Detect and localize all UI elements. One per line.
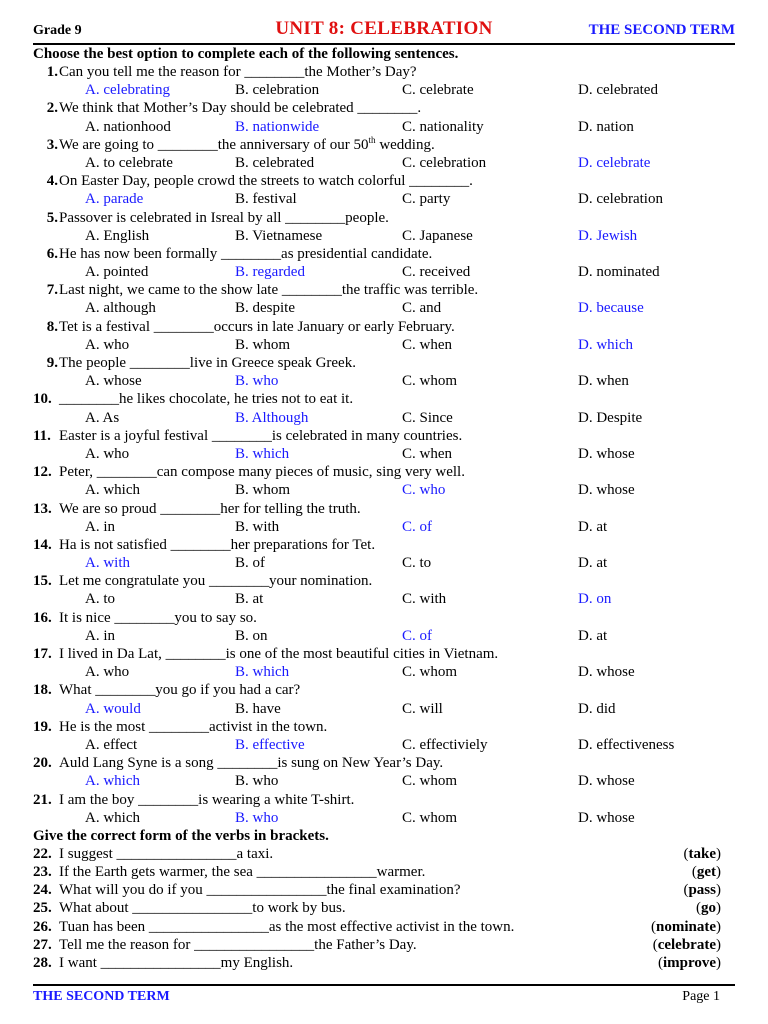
question-text: Tuan has been ________________as the most effective activist in the town. <box>59 918 515 935</box>
question-line <box>33 681 736 699</box>
option: A. effect <box>85 736 138 753</box>
option: A. pointed <box>85 264 149 281</box>
question-number: 5. <box>46 209 58 226</box>
option: A. nationhood <box>85 118 171 135</box>
answer-option: D. because <box>578 300 644 317</box>
option: B. whom <box>235 336 291 353</box>
option: D. when <box>578 373 629 390</box>
option: A. although <box>85 300 156 317</box>
question-line <box>33 136 736 154</box>
options-row <box>33 372 736 390</box>
option: B. of <box>235 555 265 572</box>
option: A. to celebrate <box>85 154 173 171</box>
options-row <box>33 518 736 536</box>
question-line <box>33 63 736 81</box>
option: D. whose <box>578 664 635 681</box>
question-text: If the Earth gets warmer, the sea ________________warmer. <box>59 864 426 881</box>
answer-option: B. which <box>235 664 290 681</box>
option: C. will <box>402 700 443 717</box>
answer-option: B. which <box>235 445 290 462</box>
grade-label: Grade 9 <box>33 23 82 38</box>
option: D. celebrated <box>578 82 658 99</box>
question-text: Ha is not satisfied ________her preparations for Tet. <box>59 536 376 553</box>
options-row <box>33 263 736 281</box>
option: A. which <box>85 482 140 499</box>
option: D. whose <box>578 482 635 499</box>
question-line <box>33 463 736 481</box>
option: B. have <box>235 700 281 717</box>
question-number: 26. <box>33 918 52 935</box>
verb-question-line <box>33 936 736 954</box>
option: C. whom <box>402 664 458 681</box>
question-text: He has now been formally ________as presidential candidate. <box>59 245 433 262</box>
option: B. despite <box>235 300 295 317</box>
question-text: I lived in Da Lat, ________is one of the most beautiful cities in Vietnam. <box>59 646 499 662</box>
question-line <box>33 609 736 627</box>
question-text: I am the boy ________is wearing a white T-shirt. <box>59 791 355 808</box>
options-row <box>33 809 736 827</box>
question-number: 4. <box>46 173 58 190</box>
options-row <box>33 190 736 208</box>
question-text: Tell me the reason for ________________the Father’s Day. <box>59 936 417 953</box>
question-number: 2. <box>46 100 58 117</box>
question-number: 8. <box>46 318 58 335</box>
question-line <box>33 754 736 772</box>
option: D. whose <box>578 809 635 826</box>
question-line <box>33 172 736 190</box>
question-line <box>33 427 736 445</box>
option: C. whom <box>402 373 458 390</box>
question-line <box>33 245 736 263</box>
option: B. festival <box>235 191 297 208</box>
option: C. party <box>402 191 451 208</box>
section-title-multiple-choice: Choose the best option to complete each of the following sentences. <box>33 46 459 62</box>
options-row <box>33 336 736 354</box>
option: B. celebrated <box>235 154 315 171</box>
verb-form-list <box>33 845 736 972</box>
unit-title: UNIT 8: CELEBRATION <box>275 18 493 39</box>
question-line <box>33 99 736 117</box>
answer-option: A. parade <box>85 191 144 208</box>
answer-option: B. nationwide <box>235 118 320 135</box>
worksheet-content <box>33 45 736 972</box>
question-text: What ________you go if you had a car? <box>59 682 301 699</box>
option: C. to <box>402 555 432 572</box>
answer-option: A. with <box>85 555 130 572</box>
verb-word: nominate <box>656 918 716 935</box>
options-row <box>33 700 736 718</box>
verb-question-line <box>33 881 736 899</box>
option: D. effectiveness <box>578 736 675 753</box>
options-row <box>33 481 736 499</box>
verb-hint: (go) <box>696 900 721 917</box>
option: A. which <box>85 809 140 826</box>
question-number: 14. <box>33 536 52 553</box>
option: A. to <box>85 591 115 608</box>
question-superscript: th <box>368 134 376 145</box>
question-text: Tet is a festival ________occurs in late January or early February. <box>59 318 455 335</box>
verb-hint: (nominate) <box>651 918 721 935</box>
question-number: 27. <box>33 936 52 953</box>
question-number: 28. <box>33 955 52 971</box>
options-row <box>33 736 736 754</box>
option: D. nominated <box>578 264 660 281</box>
page-header <box>33 18 735 42</box>
options-row <box>33 590 736 608</box>
question-text: We think that Mother’s Day should be celebrated ________. <box>59 100 422 117</box>
question-number: 20. <box>33 755 52 772</box>
answer-option: D. Jewish <box>578 227 638 244</box>
question-number: 24. <box>33 882 52 899</box>
question-text: We are so proud ________her for telling the truth. <box>59 500 361 517</box>
verb-hint: (get) <box>691 864 721 881</box>
option: D. celebration <box>578 191 663 208</box>
question-text: ________he likes chocolate, he tries not to eat it. <box>59 391 354 408</box>
verb-word: take <box>688 845 716 862</box>
question-number: 21. <box>33 791 52 808</box>
answer-option: B. who <box>235 373 279 390</box>
question-text: Can you tell me the reason for ________the Mother’s Day? <box>59 64 417 80</box>
option: A. who <box>85 445 130 462</box>
option: C. celebrate <box>402 82 474 99</box>
option: D. nation <box>578 118 634 135</box>
question-line <box>33 572 736 590</box>
option: B. at <box>235 591 264 608</box>
question-number: 12. <box>33 464 52 481</box>
option: C. when <box>402 336 452 353</box>
question-number: 10. <box>33 391 52 408</box>
option: B. celebration <box>235 82 320 99</box>
option: D. at <box>578 518 608 535</box>
option: C. and <box>402 300 442 317</box>
option: C. effectiviely <box>402 736 488 753</box>
options-row <box>33 409 736 427</box>
question-line <box>33 645 736 663</box>
question-number: 16. <box>33 609 52 626</box>
question-text: What about ________________to work by bus. <box>59 900 346 917</box>
verb-question-line <box>33 918 736 936</box>
question-text-end: wedding. <box>375 136 435 153</box>
options-row <box>33 118 736 136</box>
question-text: Auld Lang Syne is a song ________is sung on New Year’s Day. <box>59 755 444 772</box>
page-number: Page 1 <box>682 989 720 1004</box>
answer-option: A. which <box>85 773 140 790</box>
question-number: 23. <box>33 864 52 881</box>
question-line <box>33 390 736 408</box>
answer-option: A. celebrating <box>85 82 170 99</box>
question-number: 19. <box>33 718 52 735</box>
question-number: 22. <box>33 845 52 862</box>
question-number: 1. <box>46 64 58 80</box>
question-text: Easter is a joyful festival ________is celebrated in many countries. <box>59 427 463 444</box>
option: D. whose <box>578 773 635 790</box>
options-row <box>33 154 736 172</box>
question-number: 18. <box>33 682 52 699</box>
option: A. English <box>85 227 150 244</box>
question-number: 11. <box>33 427 51 444</box>
option: A. As <box>85 409 120 426</box>
answer-option: D. on <box>578 591 612 608</box>
option: C. whom <box>402 809 458 826</box>
option: D. Despite <box>578 409 643 426</box>
option: D. whose <box>578 445 635 462</box>
verb-hint: (improve) <box>657 955 721 971</box>
question-line <box>33 281 736 299</box>
question-line <box>33 354 736 372</box>
option: C. nationality <box>402 118 484 135</box>
question-text: Peter, ________can compose many pieces of music, sing very well. <box>59 464 465 481</box>
answer-option: B. who <box>235 809 279 826</box>
question-line <box>33 318 736 336</box>
question-text: It is nice ________you to say so. <box>59 609 257 626</box>
question-number: 7. <box>46 282 58 299</box>
options-row <box>33 772 736 790</box>
question-text: Passover is celebrated in Isreal by all ________people. <box>59 209 389 226</box>
verb-word: get <box>696 864 716 881</box>
verb-word: celebrate <box>657 936 716 953</box>
option: B. Vietnamese <box>235 227 323 244</box>
option: A. in <box>85 518 115 535</box>
footer-divider <box>33 984 735 986</box>
question-number: 9. <box>46 355 58 371</box>
verb-word: pass <box>688 882 716 899</box>
question-number: 17. <box>33 646 52 662</box>
question-line <box>33 791 736 809</box>
option: C. with <box>402 591 447 608</box>
verb-hint: (take) <box>683 845 721 862</box>
answer-option: B. regarded <box>235 264 305 281</box>
answer-option: B. effective <box>235 736 305 753</box>
question-number: 25. <box>33 900 52 917</box>
question-text: Last night, we came to the show late ________the traffic was terrible. <box>59 282 479 299</box>
question-text: Let me congratulate you ________your nomination. <box>59 573 373 590</box>
answer-option: A. would <box>85 700 141 717</box>
options-row <box>33 227 736 245</box>
question-line <box>33 536 736 554</box>
verb-question-line <box>33 954 736 972</box>
option: D. at <box>578 555 608 572</box>
options-row <box>33 627 736 645</box>
answer-option: B. Although <box>235 409 309 426</box>
options-row <box>33 663 736 681</box>
option: B. who <box>235 773 279 790</box>
verb-question-line <box>33 863 736 881</box>
question-text: I want ________________my English. <box>59 955 294 971</box>
question-line <box>33 718 736 736</box>
options-row <box>33 554 736 572</box>
option: A. whose <box>85 373 142 390</box>
option: A. who <box>85 664 130 681</box>
options-row <box>33 299 736 317</box>
option: C. whom <box>402 773 458 790</box>
option: C. when <box>402 445 452 462</box>
options-row <box>33 445 736 463</box>
option: A. in <box>85 627 115 644</box>
verb-question-line <box>33 899 736 917</box>
option: C. celebration <box>402 154 487 171</box>
answer-option: D. which <box>578 336 633 353</box>
answer-option: C. who <box>402 482 446 499</box>
section-title-verb-forms: Give the correct form of the verbs in brackets. <box>33 827 329 844</box>
question-line <box>33 500 736 518</box>
question-number: 3. <box>46 136 58 153</box>
answer-option: D. celebrate <box>578 154 651 171</box>
question-text: What will you do if you ________________the final examination? <box>59 882 461 899</box>
question-text: On Easter Day, people crowd the streets to watch colorful ________. <box>59 173 473 190</box>
footer-term: THE SECOND TERM <box>33 989 170 1004</box>
question-number: 6. <box>46 245 58 262</box>
option: D. at <box>578 627 608 644</box>
answer-option: C. of <box>402 627 432 644</box>
option: B. with <box>235 518 280 535</box>
question-text: We are going to ________the anniversary of our 50 <box>59 136 369 153</box>
question-number: 15. <box>33 573 52 590</box>
verb-hint: (celebrate) <box>652 936 721 953</box>
answer-option: C. of <box>402 518 432 535</box>
option: B. on <box>235 627 268 644</box>
verb-question-line <box>33 845 736 863</box>
option: D. did <box>578 700 616 717</box>
option: C. received <box>402 264 471 281</box>
option: A. who <box>85 336 130 353</box>
option: C. Japanese <box>402 227 473 244</box>
question-line <box>33 209 736 227</box>
verb-hint: (pass) <box>683 882 721 899</box>
question-text: The people ________live in Greece speak Greek. <box>59 355 356 371</box>
option: B. whom <box>235 482 291 499</box>
option: C. Since <box>402 409 453 426</box>
multiple-choice-list <box>33 63 736 827</box>
verb-word: go <box>701 900 716 917</box>
question-text: I suggest ________________a taxi. <box>59 845 274 862</box>
question-text: He is the most ________activist in the town. <box>59 718 328 735</box>
question-number: 13. <box>33 500 52 517</box>
term-label: THE SECOND TERM <box>588 22 735 38</box>
verb-word: improve <box>662 955 716 971</box>
options-row <box>33 81 736 99</box>
